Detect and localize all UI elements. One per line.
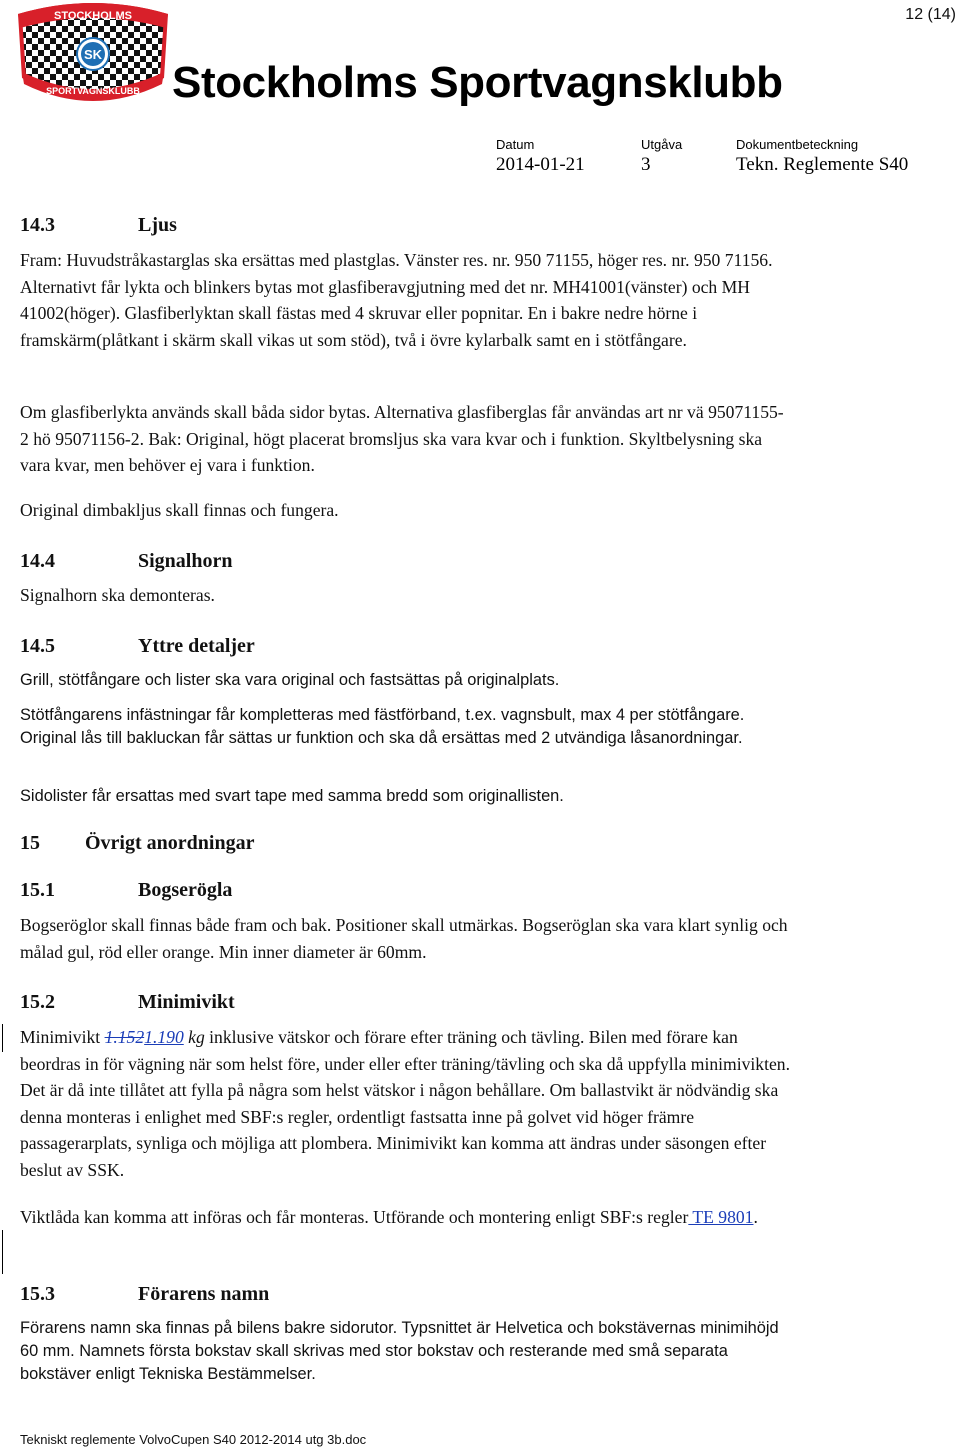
document-id-label: Dokumentbeteckning [736,137,859,152]
section-14-3-paragraph-1: Fram: Huvudstråkastarglas ska ersättas med plastglas. Vänster res. nr. 950 71155, höger res. nr. 950 71156. Alternativt får lykta och blinkers bytas mot glasfiberavgjutning med det nr. MH41001(vänster) och MH 41002(höger). Glasfiberlyktan skall fästas med 4 skruvar eller popnitar. En i bakre nedre hörne i framskärm(plåtkant i skärm skall vikas ut som stöd), två i övre kylarbalk samt en i stötfångare. [20,250,773,350]
section-14-4-paragraph-1: Signalhorn ska demonteras. [20,585,215,605]
footer-filename: Tekniskt reglemente VolvoCupen S40 2012-2014 utg 3b.doc [20,1432,367,1447]
section-title: Yttre detaljer [138,635,255,657]
document-id-value: Tekn. Reglemente S40 [736,154,909,175]
inserted-value: 1.190 [144,1027,184,1047]
section-title: Ljus [138,214,177,236]
section-title: Förarens namn [138,1283,270,1305]
text-run: Viktlåda kan komma att införas och får monteras. Utförande och montering enligt SBF:s regler [20,1207,689,1227]
utgava-label: Utgåva [641,137,683,152]
logo-top-text: STOCKHOLMS [53,10,133,22]
section-15-3-paragraph-1: Förarens namn ska finnas på bilens bakre sidorutor. Typsnittet är Helvetica och bokstävernas minimihöjd 60 mm. Namnets första bokstav skall skrivas med stor bokstav och resterande med små separata bokstäver enligt Tekniska Bestämmelser. [20,1319,779,1383]
datum-value: 2014-01-21 [496,154,585,175]
page-number: 12 (14) [905,6,956,23]
revision-change-bar [2,1024,3,1052]
section-15-2-paragraph-1 [20,1024,790,1183]
section-15-1-paragraph-1: Bogseröglor skall finnas både fram och bak. Positioner skall utmärkas. Bogseröglan ska vara klart synlig och målad gul, röd eller orange. Min inner diameter är 60mm. [20,915,788,962]
inserted-reference: TE 9801 [688,1207,754,1227]
section-15-1-heading [20,878,232,902]
organization-name: Stockholms Sportvagnsklubb [172,58,783,107]
text-run: inklusive vätskor och förare efter träning och tävling. Bilen med förare kan beordras in för vägning när som helst före, under eller efter träning/tävling och ska då uppfylla minimivikten. Det är då inte tillåtet att fylla på några som helst vätskor i någon behållare. Om ballastvikt är nödvändig ska denna monteras i enlighet med SBF:s regler, ordentligt fastsatta inne på golvet vid höger främre passagerarplats, synliga och möjliga att plombera. Minimivikt kan komma att ändras under säsongen efter beslut av SSK. [20,1027,790,1180]
section-14-3-heading [20,213,177,237]
unit-text: kg [183,1027,205,1047]
utgava-value: 3 [641,154,651,175]
text-run: Minimivikt [20,1027,105,1047]
revision-change-bar [2,1230,3,1274]
section-14-5-paragraph-3: Sidolister får ersattas med svart tape med samma bredd som originallisten. [20,787,564,805]
deleted-value: 1.152 [104,1027,145,1047]
section-title: Signalhorn [138,550,233,572]
section-15-3-heading [20,1282,269,1306]
section-14-3-paragraph-2: Om glasfiberlykta används skall båda sidor bytas. Alternativa glasfiberglas får användas art nr vä 95071155-2 hö 95071156-2. Bak: Original, högt placerat bromsljus ska vara kvar och i funktion. Skyltbelysning ska vara kvar, men behöver ej vara i funktion. [20,402,784,475]
section-14-5-paragraph-2: Stötfångarens infästningar får kompletteras med fästförband, t.ex. vagnsbult, max 4 per stötfångare. Original lås till bakluckan får sättas ur funktion och ska då ersättas med 2 utvändiga låsanordningar. [20,706,745,747]
section-14-4-heading [20,549,232,573]
club-logo [14,2,172,106]
section-14-3-paragraph-3: Original dimbakljus skall finnas och fungera. [20,500,339,520]
section-number: 15.3 [20,1283,55,1305]
section-number: 15.1 [20,879,55,901]
section-title: Bogserögla [138,879,233,901]
section-number: 14.5 [20,635,55,657]
logo-bottom-text: SPORTVAGNSKLUBB [46,86,140,96]
section-14-5-paragraph-1: Grill, stötfångare och lister ska vara original och fastsättas på originalplats. [20,671,560,689]
logo-center-text: SK [83,47,103,62]
section-number: 15 [20,832,40,854]
section-number: 14.3 [20,214,55,236]
section-15-heading [20,831,254,855]
section-number: 14.4 [20,550,55,572]
datum-label: Datum [496,137,535,152]
text-run: . [753,1207,758,1227]
section-15-2-heading [20,990,235,1014]
section-title: Minimivikt [138,991,235,1013]
section-15-2-paragraph-2 [20,1204,790,1231]
section-number: 15.2 [20,991,55,1013]
section-title: Övrigt anordningar [85,832,255,854]
section-14-5-heading [20,634,255,658]
